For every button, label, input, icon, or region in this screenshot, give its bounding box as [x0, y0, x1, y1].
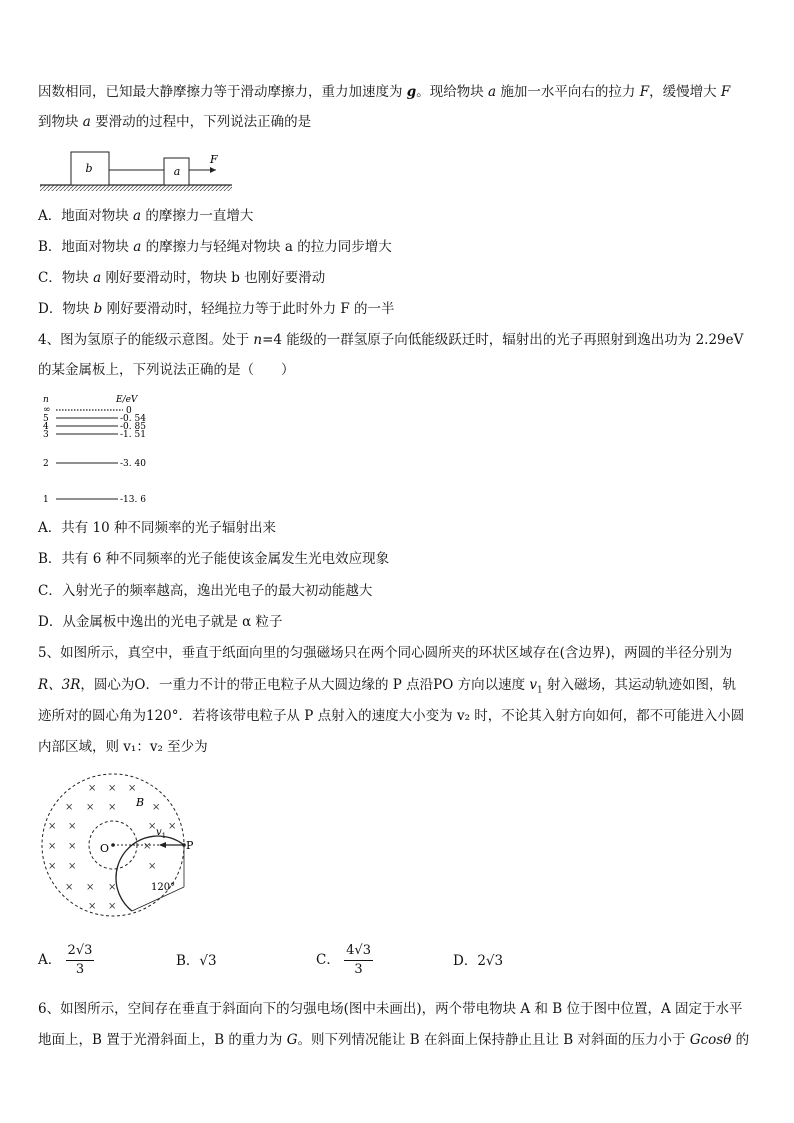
- text: 的摩擦力与轻绳对物块 a 的拉力同步增大: [141, 239, 392, 255]
- option-value: 2√3: [477, 953, 504, 969]
- text: =4 能级的一群氢原子向低能级跃迁时，辐射出的光子再照射到逸出功为 2.29eV: [262, 332, 744, 348]
- q5-option-c: [316, 942, 373, 979]
- text: B．地面对物块: [38, 239, 134, 255]
- block-a-label: a: [173, 165, 181, 178]
- force-label: F: [210, 153, 218, 166]
- q3-option-d: [38, 300, 395, 318]
- text: 。则下列情况能让 B 在斜面上保持静止且让 B 对斜面的压力小于: [297, 1032, 690, 1048]
- q5-stem-line1: 5、如图所示，真空中，垂直于纸面向里的匀强磁场只在两个同心圆所夹的环状区域存在(含边界)，两圆的半径分别为: [38, 645, 733, 661]
- q4-stem-line2: 的某金属板上，下列说法正确的是（ ）: [38, 362, 295, 378]
- var: b: [93, 301, 103, 317]
- q5-stem-line3: 迹所对的圆心角为120°．若将该带电粒子从 P 点射入的速度大小变为 v₂ 时，不论其入射方向如何，都不可能进入小圆: [38, 708, 745, 724]
- text: ，缓慢增大: [649, 84, 721, 100]
- radii-vars: R、3R: [38, 677, 81, 693]
- option-value: √3: [199, 953, 217, 969]
- q3-stem-line2: [38, 113, 311, 131]
- fraction: [344, 942, 373, 979]
- point-label-P: P: [186, 839, 194, 852]
- svg-text:×: ×: [68, 861, 77, 872]
- text: 。现给物块: [416, 84, 489, 100]
- field-label-B: B: [136, 796, 145, 809]
- svg-text:×: ×: [65, 882, 74, 893]
- q3-option-c: [38, 269, 325, 287]
- svg-text:×: ×: [152, 802, 161, 813]
- level-e-3: -1. 51: [120, 430, 146, 440]
- q4-option-a: A．共有 10 种不同频率的光子辐射出来: [38, 520, 277, 536]
- level-n-3: 3: [43, 430, 49, 440]
- text: 的摩擦力一直增大: [141, 208, 254, 224]
- q3-option-b: [38, 238, 392, 256]
- var-G: G: [286, 1032, 298, 1048]
- var-Gcos: Gcosθ: [689, 1032, 732, 1048]
- svg-text:×: ×: [86, 802, 95, 813]
- fraction: [66, 942, 95, 979]
- q3-blocks-figure: [38, 145, 238, 193]
- text: D．物块: [38, 301, 94, 317]
- numerator: 4√3: [344, 942, 373, 961]
- q4-stem-line1: [38, 331, 743, 349]
- svg-text:×: ×: [68, 841, 77, 852]
- energy-level-diagram: [38, 393, 178, 508]
- q5-stem-line4: 内部区域，则 v₁：v₂ 至少为: [38, 739, 208, 755]
- svg-text:×: ×: [48, 841, 57, 852]
- numerator: 2√3: [66, 942, 95, 961]
- q4-option-c: C．入射光子的频率越高，逸出光电子的最大初动能越大: [38, 583, 373, 599]
- var: a: [133, 208, 142, 224]
- svg-text:×: ×: [65, 802, 74, 813]
- text: 施加一水平向右的拉力: [496, 84, 640, 100]
- var-a: a: [82, 114, 91, 130]
- text: 的: [731, 1032, 750, 1048]
- q5-option-d: [453, 952, 503, 970]
- angle-label: 120°: [151, 882, 176, 893]
- var-n: n: [253, 332, 263, 348]
- text: 地面上，B 置于光滑斜面上，B 的重力为: [38, 1032, 287, 1048]
- text: 要滑动的过程中，下列说法正确的是: [90, 114, 312, 130]
- level-e-infinity: 0: [126, 406, 132, 416]
- block-b-label: b: [85, 162, 93, 175]
- svg-text:×: ×: [86, 882, 95, 893]
- text: 刚好要滑动时，物块 b 也刚好要滑动: [101, 270, 326, 286]
- q5-option-a: [38, 942, 94, 979]
- text: 射入磁场，其运动轨迹如图，轨: [542, 677, 737, 693]
- level-e-1: -13. 6: [120, 495, 146, 505]
- svg-text:×: ×: [88, 783, 97, 794]
- svg-text:×: ×: [108, 901, 117, 912]
- var-g: g: [406, 84, 417, 100]
- svg-text:×: ×: [68, 821, 77, 832]
- option-key: B．: [176, 953, 200, 969]
- level-n-5: 5: [43, 414, 49, 424]
- q6-stem-line2: [38, 1031, 749, 1049]
- level-e-4: -0. 85: [120, 422, 146, 432]
- svg-text:×: ×: [108, 783, 117, 794]
- velocity-label: $v_1$: [156, 827, 167, 840]
- q3-option-a: [38, 207, 253, 225]
- text: C．物块: [38, 270, 94, 286]
- q4-option-d: D．从金属板中逸出的光电子就是 α 粒子: [38, 614, 283, 630]
- q5-stem-line2: [38, 676, 736, 700]
- level-n-4: 4: [43, 422, 49, 432]
- denominator: 3: [354, 962, 363, 977]
- arrow-head-icon: [159, 842, 166, 848]
- svg-text:×: ×: [148, 861, 157, 872]
- option-key: A．: [38, 952, 62, 968]
- q4-option-b: B．共有 6 种不同频率的光子能使该金属发生光电效应现象: [38, 551, 390, 567]
- text: 到物块: [38, 114, 83, 130]
- n-axis-label: n: [43, 395, 49, 405]
- level-n-1: 1: [43, 495, 49, 505]
- q5-option-b: [176, 952, 217, 970]
- svg-text:×: ×: [168, 821, 177, 832]
- option-key: D．: [453, 953, 478, 969]
- var-F: F: [639, 84, 650, 100]
- denominator: 3: [75, 962, 85, 977]
- level-e-5: -0. 54: [120, 414, 146, 424]
- var-F: F: [720, 84, 731, 100]
- text: 因数相同，已知最大静摩擦力等于滑动摩擦力，重力加速度为: [38, 84, 407, 100]
- level-n-infinity: ∞: [43, 405, 51, 415]
- svg-text:×: ×: [108, 882, 117, 893]
- var-v: v: [529, 677, 538, 693]
- q3-stem-line1: [38, 83, 730, 101]
- svg-text:×: ×: [128, 783, 137, 794]
- arrow-head-icon: [210, 167, 216, 173]
- var: a: [93, 270, 102, 286]
- q6-stem-line1: 6、如图所示，空间存在垂直于斜面向下的匀强电场(图中未画出)，两个带电物块 A 和 B 位于图中位置，A 固定于水平: [38, 1001, 743, 1017]
- magnetic-ring-diagram: [38, 770, 198, 920]
- var: a: [133, 239, 142, 255]
- svg-text:×: ×: [88, 901, 97, 912]
- text: ，圆心为O．一重力不计的带正电粒子从大圆边缘的 P 点沿PO 方向以速度: [80, 677, 530, 693]
- text: 4、图为氢原子的能级示意图。处于: [38, 332, 254, 348]
- svg-text:×: ×: [48, 861, 57, 872]
- text: A．地面对物块: [38, 208, 134, 224]
- svg-text:×: ×: [148, 821, 157, 832]
- level-e-2: -3. 40: [120, 459, 146, 469]
- svg-text:×: ×: [48, 821, 57, 832]
- svg-text:×: ×: [143, 841, 152, 852]
- var-a: a: [488, 84, 497, 100]
- center-label-O: O: [100, 842, 110, 855]
- energy-axis-label: E/eV: [116, 395, 138, 405]
- ground-hatch: [40, 185, 232, 191]
- subscript: 1: [537, 685, 543, 696]
- svg-text:×: ×: [108, 802, 117, 813]
- text: 刚好要滑动时，轻绳拉力等于此时外力 F 的一半: [102, 301, 395, 317]
- level-n-2: 2: [43, 459, 49, 469]
- option-key: C．: [316, 952, 340, 968]
